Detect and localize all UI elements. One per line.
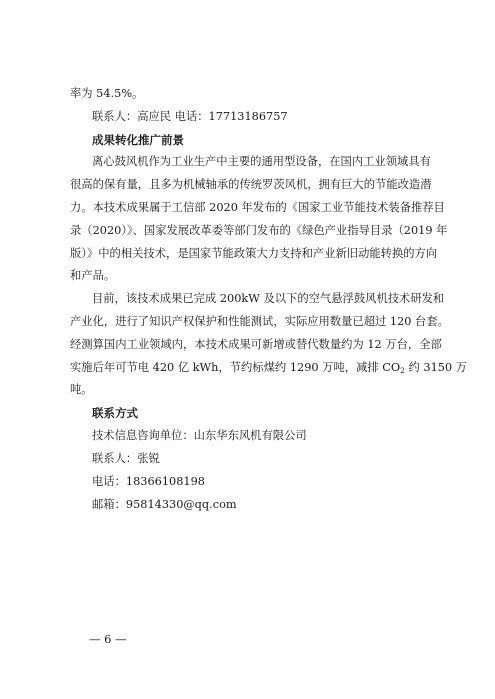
contact-person: 联系人：张锐: [92, 452, 160, 465]
paragraph-line: 产业化，进行了知识产权保护和性能测试，实际应用数量已超过 120 台套。: [70, 315, 449, 328]
paragraph-line: 率为 54.5%。: [70, 87, 144, 100]
paragraph-line: 力。本技术成果属于工信部 2020 年发布的《国家工业节能技术装备推荐目: [70, 201, 445, 214]
section-heading: 联系方式: [92, 406, 138, 420]
contact-company: 技术信息咨询单位：山东华东风机有限公司: [92, 429, 307, 442]
paragraph-line: 版）》中的相关技术，是国家节能政策大力支持和产业新旧动能转换的方向: [70, 247, 438, 260]
paragraph-line: 很高的保有量，且多为机械轴承的传统罗茨风机，拥有巨大的节能改造潜: [70, 178, 432, 191]
section-heading: 成果转化推广前景: [92, 133, 184, 147]
paragraph-line: [70, 360, 468, 379]
paragraph-line: 录（2020）》、国家发展改革委等部门发布的《绿色产业指导目录（2019 年: [70, 224, 448, 237]
paragraph-text: 实施后年可节电 420 亿 kWh，节约标煤约 1290 万吨，减排 CO: [70, 361, 401, 374]
paragraph-line: 吨。: [70, 383, 93, 396]
subscript-text: 2: [400, 366, 405, 375]
paragraph-line: 目前，该技术成果已完成 200kW 及以下的空气悬浮鼓风机技术研发和: [92, 292, 445, 305]
paragraph-text: 约 3150 万: [404, 361, 468, 374]
contact-email: 邮箱：95814330@qq.com: [92, 498, 237, 511]
paragraph-line: 经测算国内工业领域内，本技术成果可新增或替代数量约为 12 万台，全部: [70, 338, 442, 351]
paragraph-line: 和产品。: [70, 269, 116, 282]
contact-phone: 电话：18366108198: [92, 475, 205, 488]
paragraph-line: 离心鼓风机作为工业生产中主要的通用型设备，在国内工业领域具有: [92, 155, 431, 168]
page-number: — 6 —: [89, 632, 127, 646]
contact-line: 联系人：高应民 电话：17713186757: [92, 110, 288, 123]
